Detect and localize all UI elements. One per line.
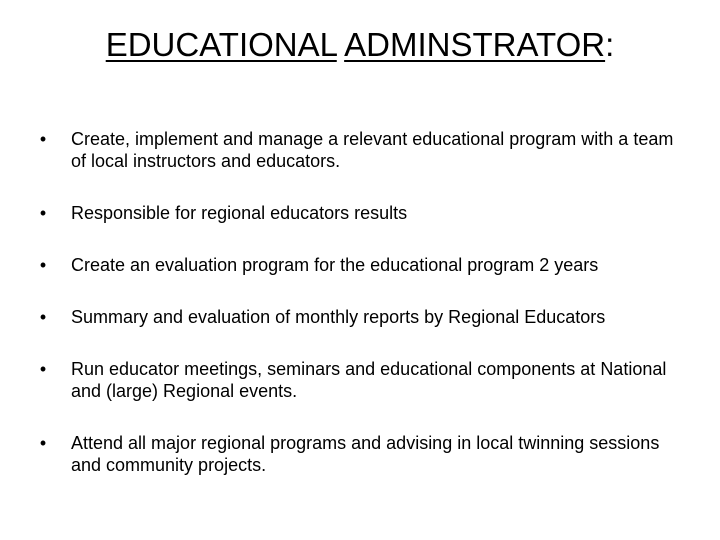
bullet-icon: • [39, 203, 47, 223]
list-item-text: Create, implement and manage a relevant educational program with a team of local instructors and educators. [71, 129, 674, 171]
bullet-icon: • [39, 433, 47, 453]
title-colon: : [605, 26, 615, 63]
title-word-administrator: ADMINSTRATOR [344, 26, 606, 63]
bullet-icon: • [39, 129, 47, 149]
list-item [36, 128, 686, 172]
bullet-icon: • [39, 359, 47, 379]
bullet-list [36, 128, 686, 506]
list-item-text: Responsible for regional educators results [71, 203, 408, 223]
list-item-text: Attend all major regional programs and advising in local twinning sessions and community projects. [71, 433, 660, 475]
bullet-icon: • [39, 255, 47, 275]
title-word-educational: EDUCATIONAL [105, 26, 337, 63]
list-item-text: Summary and evaluation of monthly reports by Regional Educators [71, 307, 606, 327]
list-item [36, 202, 686, 224]
list-item [36, 306, 686, 328]
list-item [36, 254, 686, 276]
list-item [36, 432, 686, 476]
list-item-text: Run educator meetings, seminars and educational components at National and (large) Regional events. [71, 359, 667, 401]
page-title [40, 20, 680, 70]
list-item-text: Create an evaluation program for the educational program 2 years [71, 255, 599, 275]
list-item [36, 358, 686, 402]
bullet-icon: • [39, 307, 47, 327]
